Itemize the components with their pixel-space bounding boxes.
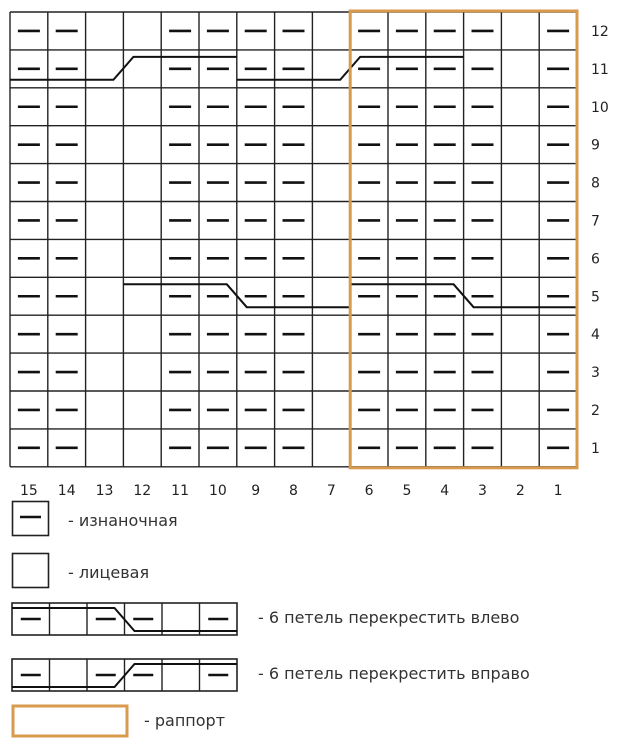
legend-repeat-label: - раппорт: [144, 711, 226, 730]
row-number-label: 2: [591, 402, 600, 419]
row-number-label: 4: [591, 327, 600, 344]
row-number-label: 1: [591, 440, 600, 457]
column-number-label: 5: [402, 482, 412, 499]
legend-item-knit: [0, 547, 620, 595]
column-number-label: 11: [171, 482, 190, 499]
legend: [0, 495, 620, 740]
legend-cross-left-label: - 6 петель перекрестить влево: [258, 608, 520, 627]
column-number-label: 15: [19, 482, 38, 499]
legend-cross-right-label: - 6 петель перекрестить вправо: [258, 664, 530, 683]
row-number-label: 12: [591, 23, 609, 40]
column-number-label: 1: [553, 482, 563, 499]
legend-item-purl: [0, 495, 620, 543]
legend-item-cross-left: [0, 595, 620, 645]
purl-symbol-icon: [0, 495, 60, 543]
cross-right-symbol-icon: [0, 651, 250, 701]
column-number-label: 7: [326, 482, 336, 499]
row-number-label: 9: [591, 137, 600, 154]
column-number-label: 10: [208, 482, 227, 499]
column-number-label: 14: [57, 482, 76, 499]
cross-left-symbol-icon: [0, 595, 250, 645]
column-number-label: 6: [364, 482, 374, 499]
row-number-label: 6: [591, 251, 600, 268]
knit-symbol-icon: [0, 547, 60, 595]
row-number-label: 5: [591, 289, 600, 306]
row-number-label: 8: [591, 175, 600, 192]
row-number-label: 3: [591, 365, 600, 382]
legend-purl-label: - изнаночная: [68, 511, 178, 530]
row-number-label: 10: [591, 99, 609, 116]
row-number-label: 7: [591, 213, 600, 230]
legend-knit-label: - лицевая: [68, 563, 150, 582]
legend-item-repeat: [0, 701, 620, 741]
repeat-frame-icon: [0, 701, 140, 741]
column-number-label: 9: [251, 482, 261, 499]
column-number-label: 8: [289, 482, 298, 499]
column-number-label: 2: [515, 482, 525, 499]
column-number-label: 4: [440, 482, 450, 499]
legend-item-cross-right: [0, 651, 620, 701]
column-number-label: 3: [478, 482, 487, 499]
column-number-label: 12: [133, 482, 152, 499]
column-number-label: 13: [95, 482, 114, 499]
row-number-label: 11: [591, 61, 609, 78]
